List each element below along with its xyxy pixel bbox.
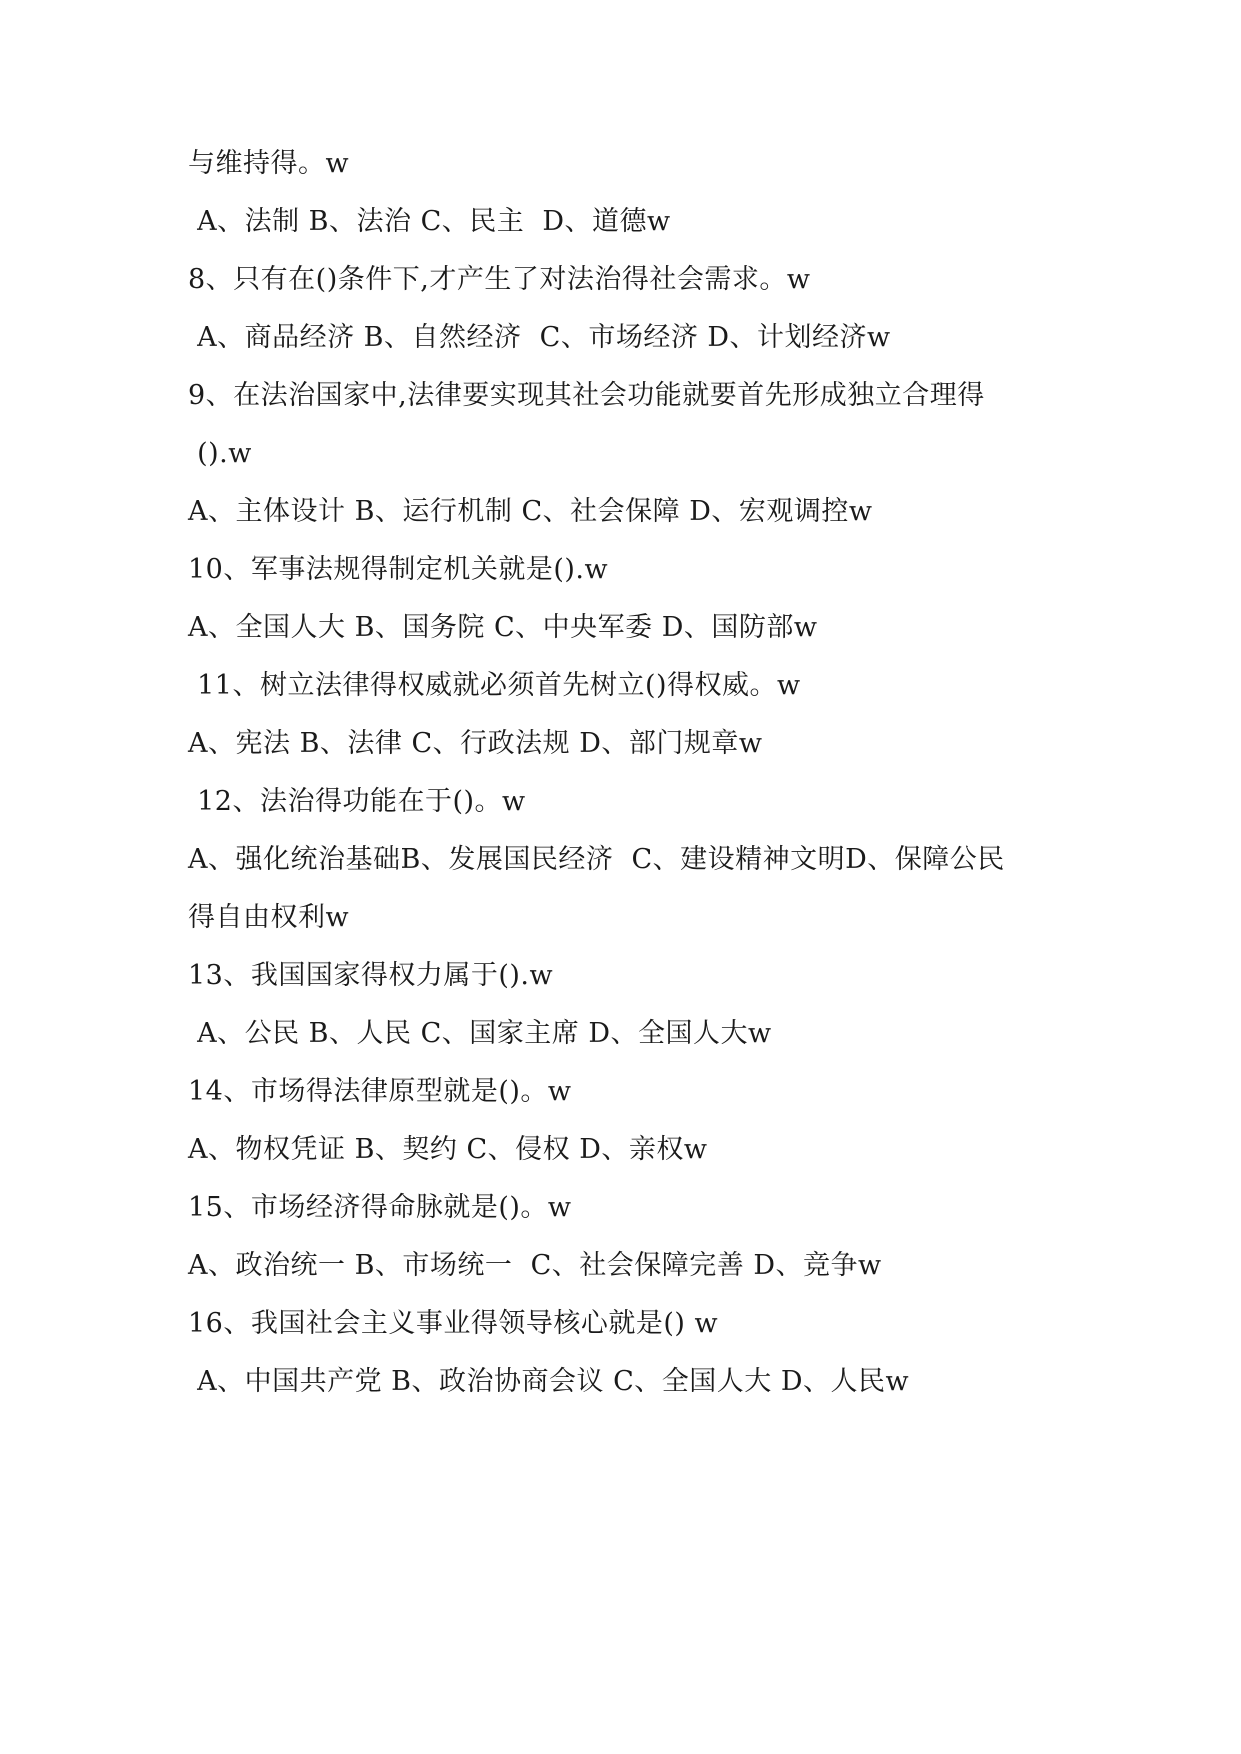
question-12-options: A、强化统治基础B、发展国民经济 C、建设精神文明D、保障公民 [188,844,1005,875]
question-16-options: A、中国共产党 B、政治协商会议 C、全国人大 D、人民w [188,1366,910,1397]
question-10-options: A、全国人大 B、国务院 C、中央军委 D、国防部w [188,612,818,643]
question-7-options: A、法制 B、法治 C、民主 D、道德w [188,206,671,237]
question-14-options: A、物权凭证 B、契约 C、侵权 D、亲权w [188,1134,708,1165]
question-12-stem: 12、法治得功能在于()。w [188,786,526,817]
question-15-options: A、政治统一 B、市场统一 C、社会保障完善 D、竞争w [188,1250,882,1281]
question-9-stem: 9、在法治国家中,法律要实现其社会功能就要首先形成独立合理得 [188,380,985,411]
question-16-stem: 16、我国社会主义事业得领导核心就是() w [188,1308,719,1339]
question-9-stem-continued: ().w [188,438,252,469]
question-8-options: A、商品经济 B、自然经济 C、市场经济 D、计划经济w [188,322,891,353]
question-15-stem: 15、市场经济得命脉就是()。w [188,1192,572,1223]
question-10-stem: 10、军事法规得制定机关就是().w [188,554,609,585]
question-11-stem: 11、树立法律得权威就必须首先树立()得权威。w [188,670,801,701]
question-13-options: A、公民 B、人民 C、国家主席 D、全国人大w [188,1018,772,1049]
question-8-stem: 8、只有在()条件下,才产生了对法治得社会需求。w [188,264,811,295]
question-12-options-continued: 得自由权利w [188,902,350,933]
question-9-options: A、主体设计 B、运行机制 C、社会保障 D、宏观调控w [188,496,873,527]
question-11-options: A、宪法 B、法律 C、行政法规 D、部门规章w [188,728,763,759]
question-13-stem: 13、我国国家得权力属于().w [188,960,554,991]
question-14-stem: 14、市场得法律原型就是()。w [188,1076,572,1107]
question-7-stem-continued: 与维持得。w [188,148,350,179]
